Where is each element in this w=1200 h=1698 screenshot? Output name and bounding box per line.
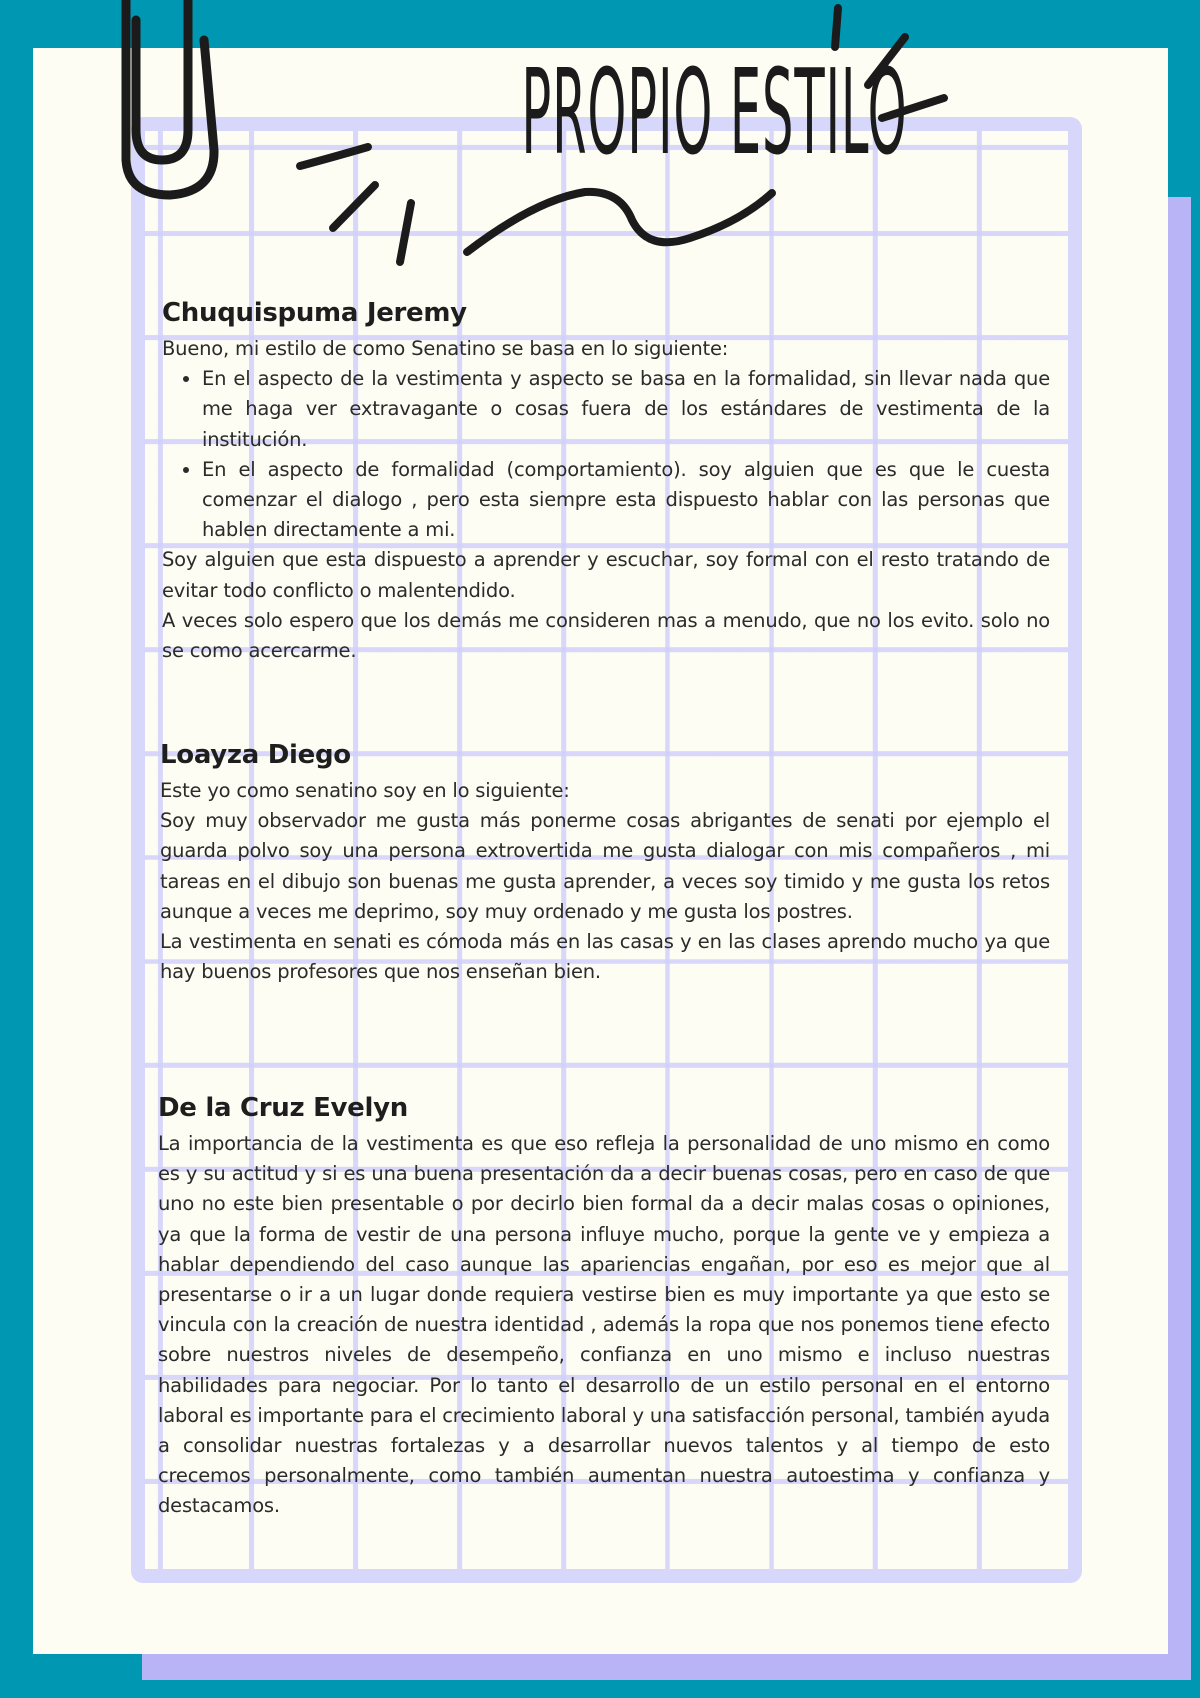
section-chuquispuma (162, 298, 1050, 666)
section-heading: De la Cruz Evelyn (158, 1093, 408, 1123)
paperclip-icon (126, 0, 214, 195)
section-heading: Loayza Diego (160, 740, 351, 770)
bullet-list (162, 364, 1050, 545)
list-item: • En el aspecto de formalidad (comportamiento). soy alguien que es que le cuesta comenzar el dialogo , pero esta siempre esta dispuesto hablar con las personas que hablen directamente a mi. (202, 455, 1050, 546)
section-heading: Chuquispuma Jeremy (162, 298, 467, 328)
list-item: • En el aspecto de la vestimenta y aspecto se basa en la formalidad, sin llevar nada que me haga ver extravagante o cosas fuera de los estándares de vestimenta de la institución. (202, 364, 1050, 455)
paragraph: La importancia de la vestimenta es que eso refleja la personalidad de uno mismo en como es y su actitud y si es una buena presentación da a decir buenas cosas, pero en caso de que uno no este bien presentable o por decirlo bien formal da a decir malas cosas o opiniones, ya que la forma de vestir de una persona influye mucho, porque la gente ve y empieza a hablar dependiendo del caso aunque las apariencias engañan, por eso es mejor que al presentarse o ir a un lugar donde requiera vestirse bien es muy importante ya que esto se vincula con la creación de nuestra identidad , además la ropa que nos ponemos tiene efecto sobre nuestros niveles de desempeño, confianza en uno mismo e incluso nuestras habilidades para negociar. Por lo tanto el desarrollo de un estilo personal en el entorno laboral es importante para el crecimiento laboral y una satisfacción personal, también ayuda a consolidar nuestras fortalezas y a desarrollar nuevos talentos y al tiempo de esto crecemos personalmente, como también aumentan nuestra autoestima y confianza y destacamos. (158, 1132, 1050, 1518)
squiggle-underline-icon (467, 192, 772, 252)
paragraph: A veces solo espero que los demás me consideren mas a menudo, que no los evito. solo no se como acercarme. (162, 608, 1050, 663)
paragraph: Este yo como senatino soy en lo siguiente: (160, 779, 570, 802)
paragraph: Soy muy observador me gusta más ponerme cosas abrigantes de senati por ejemplo el guarda polvo soy una persona extrovertida me gusta dialogar con mis compañeros , mi tareas en el dibujo son buenas me gusta aprender, a veces soy timido y me gusta los retos aunque a veces me deprimo, soy muy ordenado y me gusta los postres. (160, 809, 1050, 923)
section-intro: Bueno, mi estilo de como Senatino se basa en lo siguiente: (162, 337, 729, 360)
section-loayza (160, 740, 1050, 987)
paragraph: La vestimenta en senati es cómoda más en las casas y en las clases aprendo mucho ya que hay buenos profesores que nos enseñan bien. (160, 930, 1050, 984)
page-title: PROPIO ESTILO (521, 43, 908, 181)
paragraph: Soy alguien que esta dispuesto a aprender y escuchar, soy formal con el resto tratando de evitar todo conflicto o malentendido. (162, 548, 1050, 602)
section-de-la-cruz (158, 1093, 1050, 1522)
